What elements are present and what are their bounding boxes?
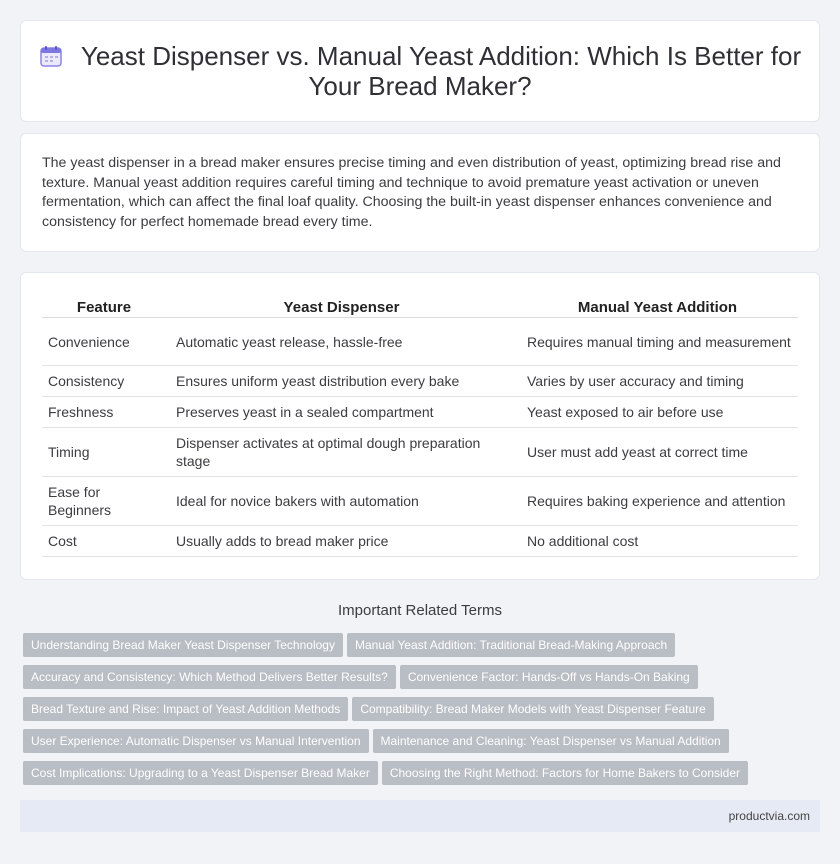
table-cell-feature: Ease for Beginners	[42, 477, 166, 526]
header-feature: Feature	[42, 298, 166, 318]
table-row	[42, 366, 798, 397]
footer-site-link[interactable]: productvia.com	[728, 809, 810, 823]
related-term-link[interactable]: Convenience Factor: Hands-Off vs Hands-On Baking	[400, 665, 698, 689]
tag-row	[23, 665, 813, 697]
table-cell-manual: Requires manual timing and measurement	[517, 318, 798, 366]
related-term-link[interactable]: Maintenance and Cleaning: Yeast Dispenser vs Manual Addition	[373, 729, 729, 753]
table-row	[42, 477, 798, 526]
comparison-card	[20, 272, 820, 580]
table-row	[42, 397, 798, 428]
page-title-wrap	[21, 41, 819, 101]
related-term-link[interactable]: Understanding Bread Maker Yeast Dispenser Technology	[23, 633, 343, 657]
calendar-icon	[39, 44, 63, 68]
related-term-link[interactable]: Bread Texture and Rise: Impact of Yeast Addition Methods	[23, 697, 348, 721]
related-term-link[interactable]: Choosing the Right Method: Factors for Home Bakers to Consider	[382, 761, 748, 785]
header-yeast-dispenser: Yeast Dispenser	[166, 298, 517, 318]
table-cell-manual: Varies by user accuracy and timing	[517, 366, 798, 397]
table-cell-feature: Timing	[42, 428, 166, 477]
tag-row	[23, 761, 813, 793]
tag-row	[23, 633, 813, 665]
title-card	[20, 20, 820, 122]
tag-row	[23, 729, 813, 761]
page-title: Yeast Dispenser vs. Manual Yeast Addition: Which Is Better for Your Bread Maker?	[80, 41, 802, 101]
table-cell-manual: No additional cost	[517, 526, 798, 557]
table-cell-feature: Convenience	[42, 318, 166, 366]
table-cell-dispenser: Ensures uniform yeast distribution every bake	[166, 366, 517, 397]
table-cell-feature: Cost	[42, 526, 166, 557]
table-row	[42, 526, 798, 557]
table-cell-manual: Yeast exposed to air before use	[517, 397, 798, 428]
related-term-link[interactable]: Cost Implications: Upgrading to a Yeast Dispenser Bread Maker	[23, 761, 378, 785]
table-cell-manual: User must add yeast at correct time	[517, 428, 798, 477]
table-cell-dispenser: Dispenser activates at optimal dough preparation stage	[166, 428, 517, 477]
table-row	[42, 318, 798, 366]
table-cell-manual: Requires baking experience and attention	[517, 477, 798, 526]
header-manual-addition: Manual Yeast Addition	[517, 298, 798, 318]
table-cell-dispenser: Usually adds to bread maker price	[166, 526, 517, 557]
table-row	[42, 428, 798, 477]
intro-card	[20, 133, 820, 252]
related-term-link[interactable]: Accuracy and Consistency: Which Method Delivers Better Results?	[23, 665, 396, 689]
footer	[20, 800, 820, 832]
tag-row	[23, 697, 813, 729]
table-cell-dispenser: Automatic yeast release, hassle-free	[166, 318, 517, 366]
related-term-link[interactable]: Compatibility: Bread Maker Models with Yeast Dispenser Feature	[352, 697, 714, 721]
intro-paragraph: The yeast dispenser in a bread maker ensures precise timing and even distribution of yeast, optimizing bread rise and texture. Manual yeast addition requires careful timing and technique to avoid premature yeast activation or uneven fermentation, which can affect the final loaf quality. Choosing the built-in yeast dispenser enhances convenience and consistency for perfect homemade bread every time.	[42, 155, 781, 230]
table-cell-feature: Freshness	[42, 397, 166, 428]
table-cell-feature: Consistency	[42, 366, 166, 397]
related-term-link[interactable]: Manual Yeast Addition: Traditional Bread-Making Approach	[347, 633, 675, 657]
table-header-row	[42, 298, 798, 318]
table-cell-dispenser: Preserves yeast in a sealed compartment	[166, 397, 517, 428]
table-cell-dispenser: Ideal for novice bakers with automation	[166, 477, 517, 526]
related-terms-list	[23, 633, 813, 793]
related-terms-title: Important Related Terms	[338, 602, 502, 619]
related-term-link[interactable]: User Experience: Automatic Dispenser vs Manual Intervention	[23, 729, 369, 753]
comparison-table	[42, 298, 798, 557]
